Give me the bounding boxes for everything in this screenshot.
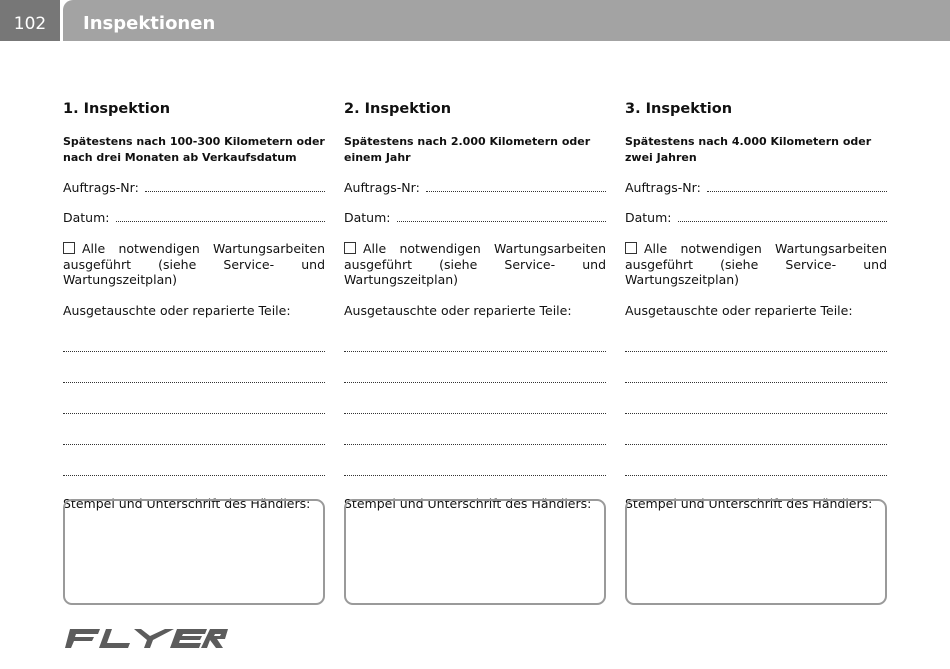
order-number-line[interactable]: [145, 191, 325, 192]
parts-line[interactable]: [625, 383, 887, 414]
stamp-box[interactable]: [63, 499, 325, 605]
parts-line[interactable]: [63, 383, 325, 414]
inspection-title: 3. Inspektion: [625, 101, 733, 117]
order-number-field[interactable]: [344, 180, 606, 196]
parts-line[interactable]: [63, 445, 325, 476]
parts-line[interactable]: [63, 352, 325, 383]
inspection-subtitle: Spätestens nach 4.000 Kilometern oder zwei Jahren: [625, 135, 872, 164]
date-line[interactable]: [116, 221, 326, 222]
parts-label: Ausgetauschte oder reparierte Teile:: [344, 302, 572, 318]
parts-label: Ausgetauschte oder reparierte Teile:: [625, 302, 853, 318]
order-number-field[interactable]: [63, 180, 325, 196]
inspection-column-3: [625, 101, 887, 512]
parts-line[interactable]: [625, 414, 887, 445]
date-field[interactable]: [63, 210, 325, 226]
inspection-title: 1. Inspektion: [63, 101, 171, 117]
date-label: Datum:: [63, 210, 110, 225]
stamp-label: Stempel und Unterschrift des Händlers:: [63, 495, 311, 511]
flyer-logo: [64, 627, 228, 649]
maintenance-check[interactable]: [625, 241, 887, 288]
parts-line[interactable]: [344, 445, 606, 476]
inspection-title: 2. Inspektion: [344, 101, 452, 117]
inspection-column-1: [63, 101, 325, 512]
order-number-label: Auftrags-Nr:: [625, 180, 701, 195]
parts-label: Ausgetauschte oder reparierte Teile:: [63, 302, 291, 318]
parts-line[interactable]: [63, 414, 325, 445]
parts-line[interactable]: [344, 383, 606, 414]
date-field[interactable]: [625, 210, 887, 226]
date-label: Datum:: [344, 210, 391, 225]
title-bar: [63, 0, 950, 41]
date-line[interactable]: [678, 221, 888, 222]
inspection-column-2: [344, 101, 606, 512]
stamp-label: Stempel und Unterschrift des Händlers:: [344, 495, 592, 511]
page-title: Inspektionen: [83, 13, 216, 34]
maintenance-checkbox[interactable]: [344, 242, 356, 254]
maintenance-check-label: Alle notwendigen Wartungsarbeiten ausgeführt (siehe Service- und Wartungszeitplan): [344, 241, 606, 287]
stamp-box[interactable]: [625, 499, 887, 605]
stamp-box[interactable]: [344, 499, 606, 605]
parts-line[interactable]: [344, 319, 606, 352]
parts-line[interactable]: [63, 319, 325, 352]
order-number-line[interactable]: [426, 191, 606, 192]
parts-line[interactable]: [625, 445, 887, 476]
page-number: 102: [0, 0, 60, 41]
order-number-field[interactable]: [625, 180, 887, 196]
parts-line[interactable]: [344, 352, 606, 383]
parts-line[interactable]: [625, 319, 887, 352]
maintenance-check[interactable]: [344, 241, 606, 288]
maintenance-checkbox[interactable]: [63, 242, 75, 254]
parts-line[interactable]: [625, 352, 887, 383]
inspection-subtitle: Spätestens nach 100-300 Kilometern oder nach drei Monaten ab Verkaufsdatum: [63, 135, 325, 164]
date-field[interactable]: [344, 210, 606, 226]
parts-line[interactable]: [344, 414, 606, 445]
order-number-label: Auftrags-Nr:: [63, 180, 139, 195]
order-number-label: Auftrags-Nr:: [344, 180, 420, 195]
maintenance-check-label: Alle notwendigen Wartungsarbeiten ausgeführt (siehe Service- und Wartungszeitplan): [63, 241, 325, 287]
page-header: [0, 0, 950, 41]
maintenance-checkbox[interactable]: [625, 242, 637, 254]
date-line[interactable]: [397, 221, 607, 222]
stamp-label: Stempel und Unterschrift des Händlers:: [625, 495, 873, 511]
date-label: Datum:: [625, 210, 672, 225]
maintenance-check[interactable]: [63, 241, 325, 288]
inspection-subtitle: Spätestens nach 2.000 Kilometern oder einem Jahr: [344, 135, 591, 164]
order-number-line[interactable]: [707, 191, 887, 192]
maintenance-check-label: Alle notwendigen Wartungsarbeiten ausgeführt (siehe Service- und Wartungszeitplan): [625, 241, 887, 287]
